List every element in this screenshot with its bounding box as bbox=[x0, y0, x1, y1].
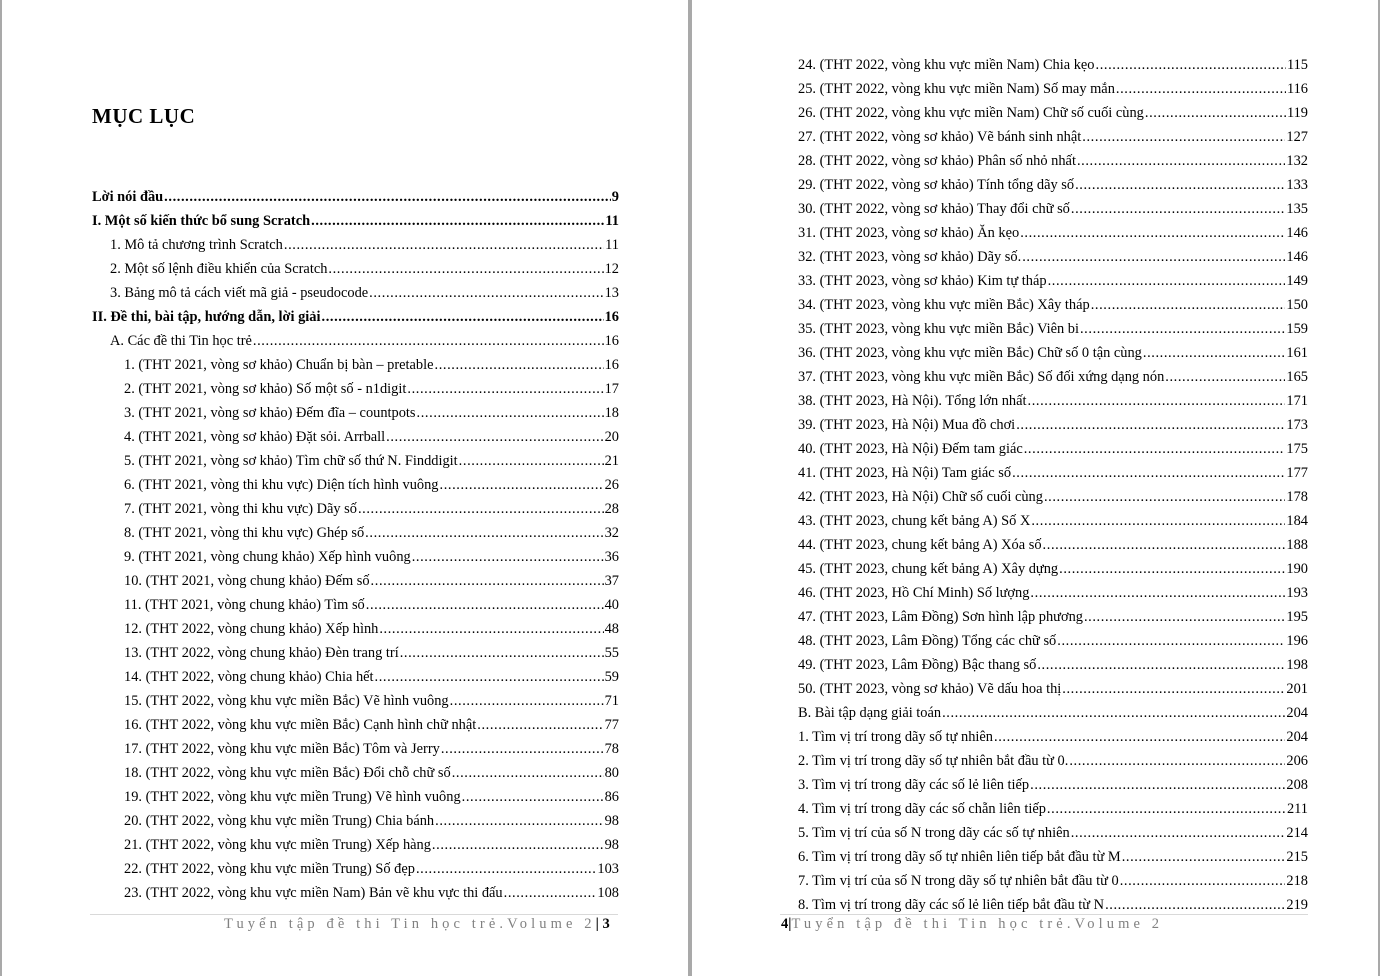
toc-entry[interactable] bbox=[92, 449, 619, 473]
toc-entry[interactable] bbox=[798, 149, 1308, 173]
dot-leader bbox=[504, 881, 597, 905]
toc-entry-page: 204 bbox=[1286, 729, 1308, 745]
toc-entry-page: 132 bbox=[1286, 153, 1308, 169]
toc-entry[interactable] bbox=[92, 257, 619, 281]
page-number: 4 bbox=[781, 916, 789, 932]
toc-entry-page: 173 bbox=[1286, 417, 1308, 433]
dot-leader bbox=[477, 713, 603, 737]
toc-entry-title: 35. (THT 2023, vòng khu vực miền Bắc) Viên bi bbox=[798, 321, 1079, 337]
toc-entry-title: 23. (THT 2022, vòng khu vực miền Nam) Bản vẽ khu vực thi đấu bbox=[124, 885, 503, 901]
dot-leader bbox=[1084, 605, 1285, 629]
dot-leader bbox=[358, 497, 604, 521]
toc-entry[interactable] bbox=[798, 845, 1308, 869]
toc-entry-title: 5. (THT 2021, vòng sơ khảo) Tìm chữ số thứ N. Finddigit bbox=[124, 453, 458, 469]
toc-entry-title: 6. Tìm vị trí trong dãy số tự nhiên liên tiếp bắt đầu từ M bbox=[798, 849, 1121, 865]
toc-entry-title: I. Một số kiến thức bổ sung Scratch bbox=[92, 213, 311, 229]
dot-leader bbox=[1037, 653, 1285, 677]
toc-entry-page: 11 bbox=[605, 237, 619, 253]
toc-entry[interactable] bbox=[798, 773, 1308, 797]
toc-entry-title: 10. (THT 2021, vòng chung khảo) Đếm số bbox=[124, 573, 370, 589]
dot-leader bbox=[379, 617, 603, 641]
toc-entry[interactable] bbox=[798, 293, 1308, 317]
toc-entry-page: 208 bbox=[1286, 777, 1308, 793]
toc-entry[interactable] bbox=[798, 77, 1308, 101]
dot-leader bbox=[1024, 437, 1286, 461]
dot-leader bbox=[1120, 869, 1286, 893]
toc-entry-title: 21. (THT 2022, vòng khu vực miền Trung) Xếp hàng bbox=[124, 837, 431, 853]
toc-entry-page: 103 bbox=[597, 861, 619, 877]
toc-entry[interactable] bbox=[798, 749, 1308, 773]
dot-leader bbox=[1059, 557, 1285, 581]
toc-entry[interactable] bbox=[92, 857, 619, 881]
toc-entry-page: 178 bbox=[1286, 489, 1308, 505]
toc-entry-title: 9. (THT 2021, vòng chung khảo) Xếp hình vuông bbox=[124, 549, 411, 565]
toc-entry-page: 80 bbox=[604, 765, 619, 781]
dot-leader bbox=[440, 473, 604, 497]
dot-leader bbox=[1031, 509, 1285, 533]
dot-leader bbox=[322, 305, 604, 329]
toc-entry-title: 48. (THT 2023, Lâm Đồng) Tổng các chữ số bbox=[798, 633, 1057, 649]
toc-entry[interactable] bbox=[92, 617, 619, 641]
toc-entry[interactable] bbox=[92, 209, 619, 233]
toc-entry[interactable] bbox=[798, 125, 1308, 149]
toc-entry[interactable] bbox=[92, 401, 619, 425]
dot-leader bbox=[1057, 629, 1285, 653]
toc-entry-title: 4. (THT 2021, vòng sơ khảo) Đặt sỏi. Arrball bbox=[124, 429, 386, 445]
toc-entry-title: 19. (THT 2022, vòng khu vực miền Trung) Vẽ hình vuông bbox=[124, 789, 461, 805]
toc-entry-page: 20 bbox=[604, 429, 619, 445]
toc-entry-title: 31. (THT 2023, vòng sơ khảo) Ăn kẹo bbox=[798, 225, 1020, 241]
dot-leader bbox=[1062, 677, 1285, 701]
toc-entry-page: 98 bbox=[604, 837, 619, 853]
toc-entry-page: 165 bbox=[1286, 369, 1308, 385]
footer-separator: | bbox=[788, 916, 792, 932]
toc-entry[interactable] bbox=[92, 305, 619, 329]
dot-leader bbox=[328, 257, 603, 281]
toc-entry[interactable] bbox=[92, 737, 619, 761]
toc-entry-page: 127 bbox=[1286, 129, 1308, 145]
toc-entry[interactable] bbox=[798, 581, 1308, 605]
toc-entry-title: 1. Mô tả chương trình Scratch bbox=[110, 237, 283, 253]
dot-leader bbox=[1030, 773, 1285, 797]
toc-entry-page: 201 bbox=[1286, 681, 1308, 697]
toc-entry[interactable] bbox=[798, 365, 1308, 389]
toc-entry-page: 171 bbox=[1286, 393, 1308, 409]
toc-entry-title: 47. (THT 2023, Lâm Đồng) Sơn hình lập phương bbox=[798, 609, 1083, 625]
dot-leader bbox=[400, 641, 604, 665]
toc-entry-page: 86 bbox=[604, 789, 619, 805]
dot-leader bbox=[1069, 749, 1285, 773]
toc-entry-page: 11 bbox=[605, 213, 619, 229]
toc-entry-title: 17. (THT 2022, vòng khu vực miền Bắc) Tôm và Jerry bbox=[124, 741, 440, 757]
dot-leader bbox=[1096, 53, 1286, 77]
toc-entry-page: 13 bbox=[604, 285, 619, 301]
dot-leader bbox=[1071, 821, 1286, 845]
toc-entry[interactable] bbox=[798, 701, 1308, 725]
toc-entry-title: 8. (THT 2021, vòng thi khu vực) Ghép số bbox=[124, 525, 365, 541]
toc-entry-title: 7. (THT 2021, vòng thi khu vực) Dãy số bbox=[124, 501, 357, 517]
toc-entry-title: 15. (THT 2022, vòng khu vực miền Bắc) Vẽ hình vuông bbox=[124, 693, 449, 709]
dot-leader bbox=[441, 737, 604, 761]
toc-entry[interactable] bbox=[798, 869, 1308, 893]
toc-entry[interactable] bbox=[92, 569, 619, 593]
dot-leader bbox=[1075, 173, 1285, 197]
toc-entry[interactable] bbox=[92, 641, 619, 665]
dot-leader bbox=[452, 761, 604, 785]
toc-entry-title: 46. (THT 2023, Hồ Chí Minh) Số lượng bbox=[798, 585, 1030, 601]
dot-leader bbox=[1145, 101, 1286, 125]
footer-text: Tuyển tập đề thi Tin học trẻ.Volume 2 bbox=[791, 916, 1164, 932]
toc-entry-page: 188 bbox=[1286, 537, 1308, 553]
toc-entry-title: 33. (THT 2023, vòng sơ khảo) Kim tự tháp bbox=[798, 273, 1047, 289]
toc-entry-title: 25. (THT 2022, vòng khu vực miền Nam) Số may mắn bbox=[798, 81, 1115, 97]
dot-leader bbox=[1082, 125, 1285, 149]
toc-entry[interactable] bbox=[798, 605, 1308, 629]
toc-entry[interactable] bbox=[798, 629, 1308, 653]
toc-entry-page: 149 bbox=[1286, 273, 1308, 289]
toc-entry-page: 218 bbox=[1286, 873, 1308, 889]
document-page-right bbox=[692, 0, 1378, 976]
toc-entry[interactable] bbox=[798, 101, 1308, 125]
toc-entry-page: 98 bbox=[604, 813, 619, 829]
toc-entry-page: 190 bbox=[1286, 561, 1308, 577]
dot-leader bbox=[1020, 221, 1285, 245]
toc-entry-title: 28. (THT 2022, vòng sơ khảo) Phân số nhỏ nhất bbox=[798, 153, 1076, 169]
toc-entry-page: 9 bbox=[611, 189, 619, 205]
toc-entry[interactable] bbox=[92, 545, 619, 569]
toc-entry-page: 177 bbox=[1286, 465, 1308, 481]
dot-leader bbox=[1047, 797, 1286, 821]
toc-entry-page: 16 bbox=[604, 309, 619, 325]
toc-entry-page: 204 bbox=[1286, 705, 1308, 721]
toc-entry-page: 108 bbox=[597, 885, 619, 901]
dot-leader bbox=[1077, 149, 1285, 173]
toc-entry-title: 7. Tìm vị trí của số N trong dãy số tự nhiên bắt đầu từ 0 bbox=[798, 873, 1119, 889]
page-number: 3 bbox=[602, 916, 610, 932]
toc-entry[interactable] bbox=[92, 329, 619, 353]
page-footer-left bbox=[224, 916, 610, 933]
dot-leader bbox=[412, 545, 604, 569]
dot-leader bbox=[164, 185, 611, 209]
dot-leader bbox=[369, 281, 603, 305]
toc-entry-title: 39. (THT 2023, Hà Nội) Mua đồ chơi bbox=[798, 417, 1016, 433]
toc-entry-page: 71 bbox=[604, 693, 619, 709]
dot-leader bbox=[366, 593, 604, 617]
toc-entry-page: 119 bbox=[1286, 105, 1308, 121]
toc-entry-title: B. Bài tập dạng giải toán bbox=[798, 705, 942, 721]
dot-leader bbox=[450, 689, 604, 713]
toc-entry-title: 1. Tìm vị trí trong dãy số tự nhiên bbox=[798, 729, 993, 745]
toc-entry-title: 43. (THT 2023, chung kết bảng A) Số X bbox=[798, 513, 1031, 529]
dot-leader bbox=[432, 833, 604, 857]
dot-leader bbox=[1022, 245, 1285, 269]
toc-entry[interactable] bbox=[798, 437, 1308, 461]
toc-entry-title: 41. (THT 2023, Hà Nội) Tam giác số bbox=[798, 465, 1012, 481]
toc-entry[interactable] bbox=[798, 269, 1308, 293]
toc-entry[interactable] bbox=[798, 245, 1308, 269]
toc-entry-page: 135 bbox=[1286, 201, 1308, 217]
toc-list-left bbox=[92, 185, 619, 905]
dot-leader bbox=[1012, 461, 1285, 485]
toc-entry[interactable] bbox=[92, 881, 619, 905]
toc-entry[interactable] bbox=[798, 173, 1308, 197]
toc-entry-page: 48 bbox=[604, 621, 619, 637]
toc-entry-title: 26. (THT 2022, vòng khu vực miền Nam) Chữ số cuối cùng bbox=[798, 105, 1144, 121]
toc-entry[interactable] bbox=[798, 653, 1308, 677]
dot-leader bbox=[365, 521, 603, 545]
toc-entry[interactable] bbox=[92, 425, 619, 449]
toc-entry[interactable] bbox=[798, 317, 1308, 341]
toc-entry[interactable] bbox=[798, 461, 1308, 485]
dot-leader bbox=[1043, 533, 1286, 557]
toc-entry-title: 3. Bảng mô tả cách viết mã giả - pseudocode bbox=[110, 285, 369, 301]
toc-entry-title: 11. (THT 2021, vòng chung khảo) Tìm số bbox=[124, 597, 365, 613]
toc-entry[interactable] bbox=[798, 389, 1308, 413]
toc-entry-title: 2. Tìm vị trí trong dãy số tự nhiên bắt đầu từ 0. bbox=[798, 753, 1069, 769]
dot-leader bbox=[942, 701, 1285, 725]
dot-leader bbox=[462, 785, 604, 809]
toc-entry-title: 16. (THT 2022, vòng khu vực miền Bắc) Cạnh hình chữ nhật bbox=[124, 717, 477, 733]
dot-leader bbox=[1071, 197, 1286, 221]
dot-leader bbox=[284, 233, 604, 257]
toc-entry-page: 195 bbox=[1286, 609, 1308, 625]
dot-leader bbox=[407, 377, 603, 401]
toc-entry[interactable] bbox=[92, 185, 619, 209]
toc-entry-title: 27. (THT 2022, vòng sơ khảo) Vẽ bánh sinh nhật bbox=[798, 129, 1082, 145]
dot-leader bbox=[371, 569, 604, 593]
toc-entry-page: 196 bbox=[1286, 633, 1308, 649]
toc-entry[interactable] bbox=[92, 665, 619, 689]
toc-entry-page: 159 bbox=[1286, 321, 1308, 337]
dot-leader bbox=[1048, 269, 1286, 293]
dot-leader bbox=[386, 425, 603, 449]
toc-entry-title: 36. (THT 2023, vòng khu vực miền Bắc) Chữ số 0 tận cùng bbox=[798, 345, 1142, 361]
toc-entry[interactable] bbox=[92, 689, 619, 713]
dot-leader bbox=[311, 209, 604, 233]
toc-entry[interactable] bbox=[798, 557, 1308, 581]
toc-entry-page: 161 bbox=[1286, 345, 1308, 361]
toc-entry-page: 146 bbox=[1286, 225, 1308, 241]
toc-entry-page: 133 bbox=[1286, 177, 1308, 193]
dot-leader bbox=[1080, 317, 1285, 341]
dot-leader bbox=[459, 449, 604, 473]
toc-entry[interactable] bbox=[92, 353, 619, 377]
toc-entry-title: 40. (THT 2023, Hà Nội) Đếm tam giác bbox=[798, 441, 1023, 457]
toc-entry[interactable] bbox=[798, 677, 1308, 701]
toc-entry-title: 14. (THT 2022, vòng chung khảo) Chia hết bbox=[124, 669, 374, 685]
toc-entry[interactable] bbox=[92, 377, 619, 401]
toc-entry-page: 184 bbox=[1286, 513, 1308, 529]
toc-entry-title: 32. (THT 2023, vòng sơ khảo) Dãy số. bbox=[798, 249, 1022, 265]
toc-entry-title: 37. (THT 2023, vòng khu vực miền Bắc) Số đối xứng dạng nón bbox=[798, 369, 1165, 385]
toc-entry-title: 13. (THT 2022, vòng chung khảo) Đèn trang trí bbox=[124, 645, 399, 661]
toc-entry-page: 215 bbox=[1286, 849, 1308, 865]
footer-rule bbox=[780, 914, 1308, 915]
toc-entry[interactable] bbox=[798, 485, 1308, 509]
dot-leader bbox=[1165, 365, 1285, 389]
toc-entry[interactable] bbox=[92, 281, 619, 305]
toc-entry[interactable] bbox=[92, 521, 619, 545]
dot-leader bbox=[253, 329, 604, 353]
toc-entry-title: 3. (THT 2021, vòng sơ khảo) Đếm đĩa – countpots bbox=[124, 405, 416, 421]
toc-entry-page: 40 bbox=[604, 597, 619, 613]
dot-leader bbox=[1028, 389, 1286, 413]
dot-leader bbox=[417, 401, 604, 425]
footer-separator: | bbox=[595, 916, 599, 932]
dot-leader bbox=[1091, 293, 1286, 317]
toc-entry[interactable] bbox=[92, 809, 619, 833]
toc-entry-title: 5. Tìm vị trí của số N trong dãy các số tự nhiên bbox=[798, 825, 1070, 841]
toc-entry-title: 18. (THT 2022, vòng khu vực miền Bắc) Đổi chỗ chữ số bbox=[124, 765, 451, 781]
toc-entry-title: 34. (THT 2023, vòng khu vực miền Bắc) Xây tháp bbox=[798, 297, 1090, 313]
toc-entry[interactable] bbox=[92, 761, 619, 785]
toc-entry-title: 29. (THT 2022, vòng sơ khảo) Tính tổng dãy số bbox=[798, 177, 1075, 193]
toc-entry-title: 3. Tìm vị trí trong dãy các số lẻ liên tiếp bbox=[798, 777, 1030, 793]
toc-entry-page: 18 bbox=[604, 405, 619, 421]
footer-text: Tuyển tập đề thi Tin học trẻ.Volume 2 bbox=[224, 916, 596, 932]
toc-entry-title: 8. Tìm vị trí trong dãy các số lẻ liên tiếp bắt đầu từ N bbox=[798, 897, 1105, 913]
dot-leader bbox=[994, 725, 1285, 749]
toc-entry-title: 30. (THT 2022, vòng sơ khảo) Thay đổi chữ số bbox=[798, 201, 1070, 217]
toc-entry-page: 36 bbox=[604, 549, 619, 565]
toc-entry-page: 26 bbox=[604, 477, 619, 493]
toc-entry-page: 219 bbox=[1286, 897, 1308, 913]
toc-entry-page: 17 bbox=[604, 381, 619, 397]
toc-entry-title: II. Đề thi, bài tập, hướng dẫn, lời giải bbox=[92, 309, 321, 325]
toc-entry[interactable] bbox=[798, 413, 1308, 437]
toc-entry-page: 150 bbox=[1286, 297, 1308, 313]
toc-list-right bbox=[798, 53, 1308, 917]
toc-entry-title: 12. (THT 2022, vòng chung khảo) Xếp hình bbox=[124, 621, 379, 637]
toc-entry[interactable] bbox=[798, 509, 1308, 533]
toc-entry-page: 78 bbox=[604, 741, 619, 757]
toc-entry-page: 37 bbox=[604, 573, 619, 589]
toc-entry-page: 16 bbox=[604, 357, 619, 373]
toc-entry[interactable] bbox=[798, 797, 1308, 821]
dot-leader bbox=[375, 665, 604, 689]
toc-entry[interactable] bbox=[92, 833, 619, 857]
toc-entry-page: 116 bbox=[1286, 81, 1308, 97]
toc-entry-title: 1. (THT 2021, vòng sơ khảo) Chuẩn bị bàn – pretable bbox=[124, 357, 434, 373]
document-page-left bbox=[2, 0, 688, 976]
toc-entry-title: A. Các đề thi Tin học trẻ bbox=[110, 333, 252, 349]
toc-entry-page: 115 bbox=[1286, 57, 1308, 73]
dot-leader bbox=[1122, 845, 1286, 869]
toc-entry[interactable] bbox=[92, 785, 619, 809]
toc-entry-title: 50. (THT 2023, vòng sơ khảo) Vẽ dấu hoa thị bbox=[798, 681, 1062, 697]
dot-leader bbox=[1016, 413, 1285, 437]
toc-entry-page: 28 bbox=[604, 501, 619, 517]
toc-entry-page: 55 bbox=[604, 645, 619, 661]
toc-entry-page: 193 bbox=[1286, 585, 1308, 601]
toc-title: MỤC LỤC bbox=[92, 104, 196, 128]
footer-rule bbox=[90, 914, 618, 915]
toc-entry-page: 198 bbox=[1286, 657, 1308, 673]
toc-entry[interactable] bbox=[798, 221, 1308, 245]
toc-entry-page: 16 bbox=[604, 333, 619, 349]
toc-entry-title: 6. (THT 2021, vòng thi khu vực) Diện tích hình vuông bbox=[124, 477, 439, 493]
toc-entry-title: 4. Tìm vị trí trong dãy các số chẵn liên tiếp bbox=[798, 801, 1046, 817]
page-footer-right bbox=[781, 916, 1163, 933]
toc-entry[interactable] bbox=[798, 341, 1308, 365]
toc-entry[interactable] bbox=[798, 53, 1308, 77]
toc-entry[interactable] bbox=[798, 197, 1308, 221]
toc-entry-page: 21 bbox=[604, 453, 619, 469]
toc-entry[interactable] bbox=[92, 233, 619, 257]
toc-entry-title: Lời nói đầu bbox=[92, 189, 164, 205]
toc-entry[interactable] bbox=[92, 713, 619, 737]
toc-entry-title: 2. Một số lệnh điều khiển của Scratch bbox=[110, 261, 328, 277]
toc-entry-title: 20. (THT 2022, vòng khu vực miền Trung) Chia bánh bbox=[124, 813, 435, 829]
toc-entry-page: 175 bbox=[1286, 441, 1308, 457]
toc-entry-title: 22. (THT 2022, vòng khu vực miền Trung) Số đẹp bbox=[124, 861, 415, 877]
toc-entry[interactable] bbox=[92, 473, 619, 497]
toc-entry[interactable] bbox=[92, 497, 619, 521]
toc-entry-title: 49. (THT 2023, Lâm Đồng) Bậc thang số bbox=[798, 657, 1037, 673]
toc-entry-title: 24. (THT 2022, vòng khu vực miền Nam) Chia kẹo bbox=[798, 57, 1095, 73]
dot-leader bbox=[416, 857, 596, 881]
toc-entry-page: 12 bbox=[604, 261, 619, 277]
toc-entry-title: 38. (THT 2023, Hà Nội). Tổng lớn nhất bbox=[798, 393, 1027, 409]
toc-entry[interactable] bbox=[798, 725, 1308, 749]
toc-entry-title: 42. (THT 2023, Hà Nội) Chữ số cuối cùng bbox=[798, 489, 1043, 505]
toc-entry[interactable] bbox=[798, 821, 1308, 845]
toc-entry-page: 59 bbox=[604, 669, 619, 685]
toc-entry-page: 211 bbox=[1286, 801, 1308, 817]
toc-entry-page: 206 bbox=[1286, 753, 1308, 769]
dot-leader bbox=[1116, 77, 1286, 101]
toc-entry-page: 214 bbox=[1286, 825, 1308, 841]
toc-entry-page: 32 bbox=[604, 525, 619, 541]
dot-leader bbox=[435, 809, 603, 833]
toc-entry[interactable] bbox=[92, 593, 619, 617]
toc-entry[interactable] bbox=[798, 533, 1308, 557]
dot-leader bbox=[1044, 485, 1285, 509]
toc-entry-title: 45. (THT 2023, chung kết bảng A) Xây dựng bbox=[798, 561, 1059, 577]
toc-entry-title: 2. (THT 2021, vòng sơ khảo) Số một số - n1digit bbox=[124, 381, 407, 397]
toc-entry-title: 44. (THT 2023, chung kết bảng A) Xóa số bbox=[798, 537, 1042, 553]
toc-entry-page: 77 bbox=[604, 717, 619, 733]
toc-entry-page: 146 bbox=[1286, 249, 1308, 265]
dot-leader bbox=[1030, 581, 1285, 605]
dot-leader bbox=[435, 353, 604, 377]
dot-leader bbox=[1143, 341, 1286, 365]
